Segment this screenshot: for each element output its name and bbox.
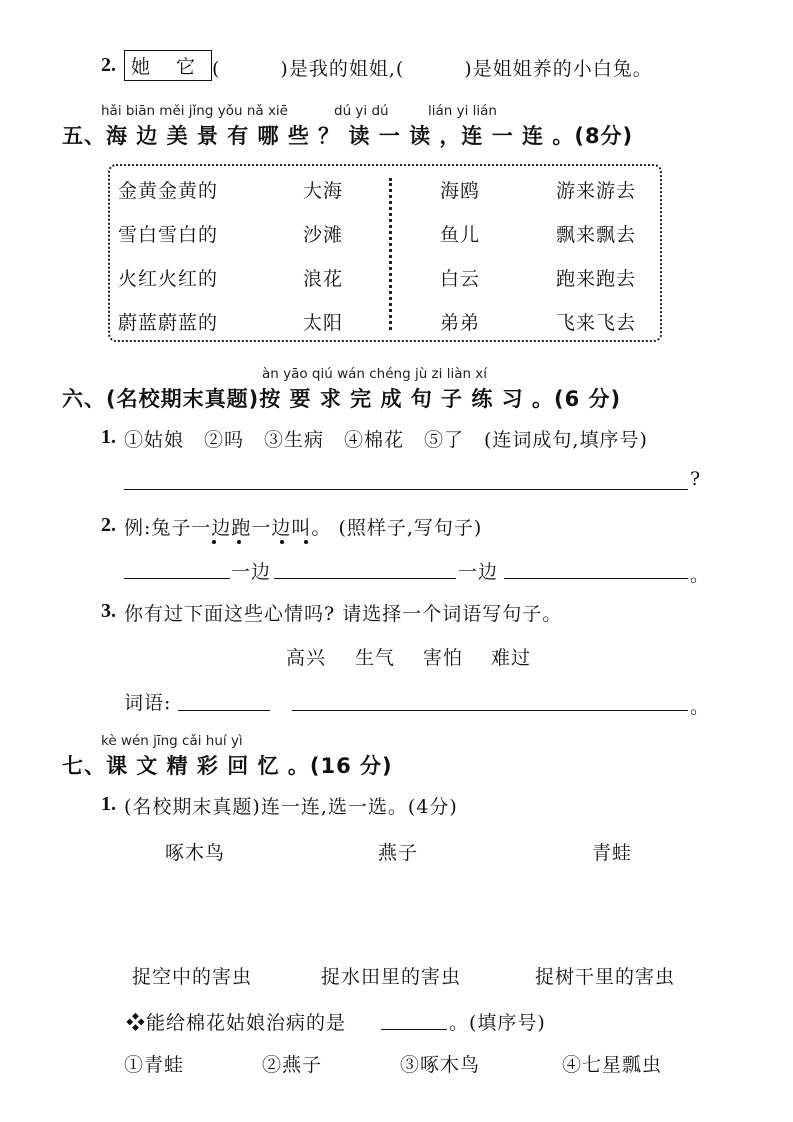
action-item[interactable]: 捉树干里的害虫 xyxy=(535,966,676,988)
option-item[interactable]: ①青蛙 xyxy=(124,1054,185,1076)
mood-word: 害怕 xyxy=(423,647,464,669)
s7-prompt-before: ❖能给棉花姑娘治病的是 xyxy=(126,1012,347,1034)
section5-pinyin-3: lián yi lián xyxy=(428,103,497,119)
mood-word: 高兴 xyxy=(286,647,327,669)
s6-q1-number: 1. xyxy=(101,426,116,448)
section5-title: 五、海 边 美 景 有 哪 些 ？ 读 一 读 ，连 一 连 。(8分) xyxy=(62,124,634,148)
section5-pinyin-2: dú yi dú xyxy=(334,103,389,119)
col4-item[interactable]: 跑来跑去 xyxy=(556,268,637,290)
s6-q1-text: ①姑娘 ②吗 ③生病 ④棉花 ⑤了 (连词成句,填序号) xyxy=(124,429,648,451)
option-item[interactable]: ④七星瓢虫 xyxy=(562,1054,663,1076)
s6-q1-answer-line[interactable] xyxy=(124,489,688,490)
mood-word: 生气 xyxy=(355,647,396,669)
animal-item[interactable]: 青蛙 xyxy=(592,842,633,864)
option-item[interactable]: ②燕子 xyxy=(262,1054,323,1076)
s7-prompt-after: 。(填序号) xyxy=(449,1012,546,1034)
s6-q3-label: 词语: xyxy=(124,692,172,714)
emphasis-dot xyxy=(212,540,216,544)
s7-q1-text: (名校期末真题)连一连,选一选。(4分) xyxy=(124,796,458,818)
section6-title: 六、(名校期末真题)按 要 求 完 成 句 子 练 习 。(6 分) xyxy=(62,387,622,411)
mood-word: 难过 xyxy=(491,647,532,669)
col2-item[interactable]: 大海 xyxy=(303,180,344,202)
s6-q2-number: 2. xyxy=(101,514,116,536)
col2-item[interactable]: 浪花 xyxy=(303,268,344,290)
q2-number: 2. xyxy=(101,54,116,76)
s6-q2-blank-2[interactable] xyxy=(274,578,456,579)
section7-title: 七、课 文 精 彩 回 忆 。(16 分) xyxy=(62,754,393,778)
section6-pinyin: àn yāo qiú wán chéng jù zi liàn xí xyxy=(262,366,488,382)
q2-word-box xyxy=(124,50,212,81)
col1-item[interactable]: 蔚蓝蔚蓝的 xyxy=(118,312,219,334)
s6-q2-blank-1[interactable] xyxy=(124,578,230,579)
action-item[interactable]: 捉空中的害虫 xyxy=(132,966,253,988)
emphasis-dot xyxy=(280,540,284,544)
s6-q2-yibian-2: 一边 xyxy=(458,561,499,583)
col4-item[interactable]: 飘来飘去 xyxy=(556,224,637,246)
col1-item[interactable]: 雪白雪白的 xyxy=(118,224,219,246)
s6-q3-text: 你有过下面这些心情吗? 请选择一个词语写句子。 xyxy=(124,603,563,625)
col3-item[interactable]: 鱼儿 xyxy=(440,224,481,246)
s6-q3-number: 3. xyxy=(101,600,116,622)
col2-item[interactable]: 太阳 xyxy=(303,312,344,334)
s6-q1-end: ? xyxy=(690,468,702,490)
matching-divider xyxy=(389,178,392,330)
col4-item[interactable]: 游来游去 xyxy=(556,180,637,202)
col4-item[interactable]: 飞来飞去 xyxy=(556,312,637,334)
emphasis-dot xyxy=(237,540,241,544)
s7-prompt-blank[interactable] xyxy=(381,1029,447,1030)
section7-pinyin: kè wén jīng cǎi huí yì xyxy=(101,733,243,749)
animal-item[interactable]: 燕子 xyxy=(378,842,419,864)
s6-q3-sentence-blank[interactable] xyxy=(292,710,688,711)
s7-q1-number: 1. xyxy=(101,793,116,815)
col1-item[interactable]: 火红火红的 xyxy=(118,268,219,290)
option-item[interactable]: ③啄木鸟 xyxy=(400,1054,481,1076)
col3-item[interactable]: 海鸥 xyxy=(440,180,481,202)
s6-q2-blank-3[interactable] xyxy=(504,578,688,579)
col3-item[interactable]: 弟弟 xyxy=(440,312,481,334)
col3-item[interactable]: 白云 xyxy=(440,268,481,290)
col2-item[interactable]: 沙滩 xyxy=(303,224,344,246)
emphasis-dot xyxy=(304,540,308,544)
action-item[interactable]: 捉水田里的害虫 xyxy=(321,966,462,988)
s6-q3-word-blank[interactable] xyxy=(178,710,270,711)
animal-item[interactable]: 啄木鸟 xyxy=(165,842,226,864)
section5-pinyin-1: hǎi biān měi jǐng yǒu nǎ xiē xyxy=(101,103,288,119)
s6-q2-yibian-1: 一边 xyxy=(231,561,272,583)
q2-sentence[interactable]: ( )是我的姐姐,( )是姐姐养的小白兔。 xyxy=(212,58,653,80)
s6-q3-end: 。 xyxy=(690,696,711,718)
col1-item[interactable]: 金黄金黄的 xyxy=(118,180,219,202)
word-choice-box: 她 它 xyxy=(124,50,212,81)
s6-q2-text: 例:兔子一边跑一边叫。 (照样子,写句子) xyxy=(124,517,483,539)
s6-q2-end: 。 xyxy=(690,564,711,586)
